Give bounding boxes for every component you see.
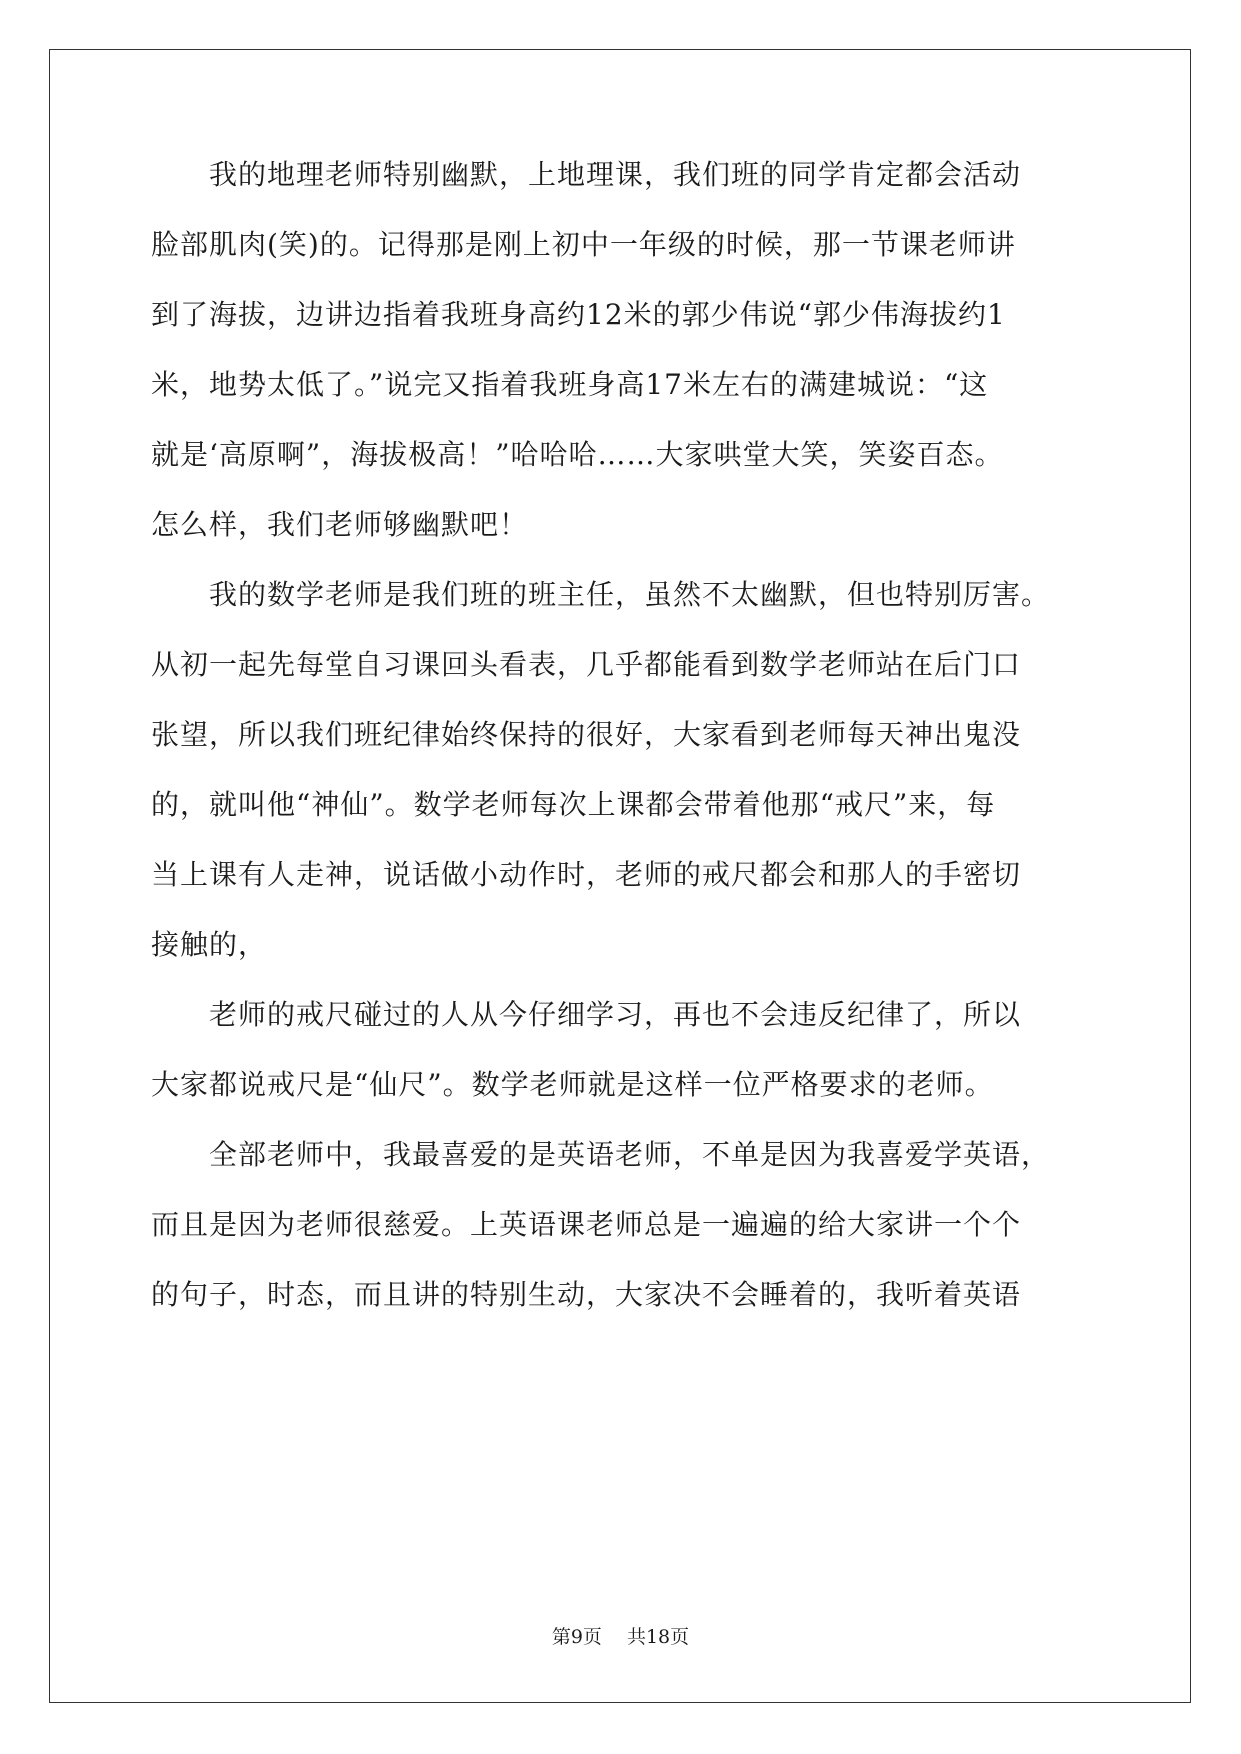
text-line: 接触的， bbox=[151, 928, 268, 961]
text-line: 就是‘高原啊”，海拔极高！”哈哈哈……大家哄堂大笑，笑姿百态。 bbox=[151, 438, 1004, 471]
text-line: 的句子，时态，而且讲的特别生动，大家决不会睡着的，我听着英语 bbox=[151, 1278, 1022, 1311]
text-line: 从初一起先每堂自习课回头看表，几乎都能看到数学老师站在后门口 bbox=[151, 648, 1022, 681]
text-line: 全部老师中，我最喜爱的是英语老师，不单是因为我喜爱学英语， bbox=[151, 1138, 1051, 1171]
text-line: 到了海拔，边讲边指着我班身高约12米的郭少伟说“郭少伟海拔约1 bbox=[151, 298, 1006, 331]
text-line: 老师的戒尺碰过的人从今仔细学习，再也不会违反纪律了，所以 bbox=[151, 998, 1022, 1031]
text-line: 而且是因为老师很慈爱。上英语课老师总是一遍遍的给大家讲一个个 bbox=[151, 1208, 1022, 1241]
text-line: 张望，所以我们班纪律始终保持的很好，大家看到老师每天神出鬼没 bbox=[151, 718, 1022, 751]
text-line: 我的数学老师是我们班的班主任，虽然不太幽默，但也特别厉害。 bbox=[151, 578, 1051, 611]
text-line: 怎么样，我们老师够幽默吧！ bbox=[151, 508, 529, 541]
text-line: 米，地势太低了。”说完又指着我班身高17米左右的满建城说：“这 bbox=[151, 368, 989, 401]
text-line: 的，就叫他“神仙”。数学老师每次上课都会带着他那“戒尺”来，每 bbox=[151, 788, 996, 821]
text-line: 当上课有人走神，说话做小动作时，老师的戒尺都会和那人的手密切 bbox=[151, 858, 1022, 891]
page-number-footer: 第9页 共18页 bbox=[551, 1626, 690, 1648]
text-line: 脸部肌肉(笑)的。记得那是刚上初中一年级的时候，那一节课老师讲 bbox=[151, 228, 1016, 261]
text-line: 大家都说戒尺是“仙尺”。数学老师就是这样一位严格要求的老师。 bbox=[151, 1068, 994, 1101]
text-line: 我的地理老师特别幽默，上地理课，我们班的同学肯定都会活动 bbox=[151, 158, 1022, 191]
